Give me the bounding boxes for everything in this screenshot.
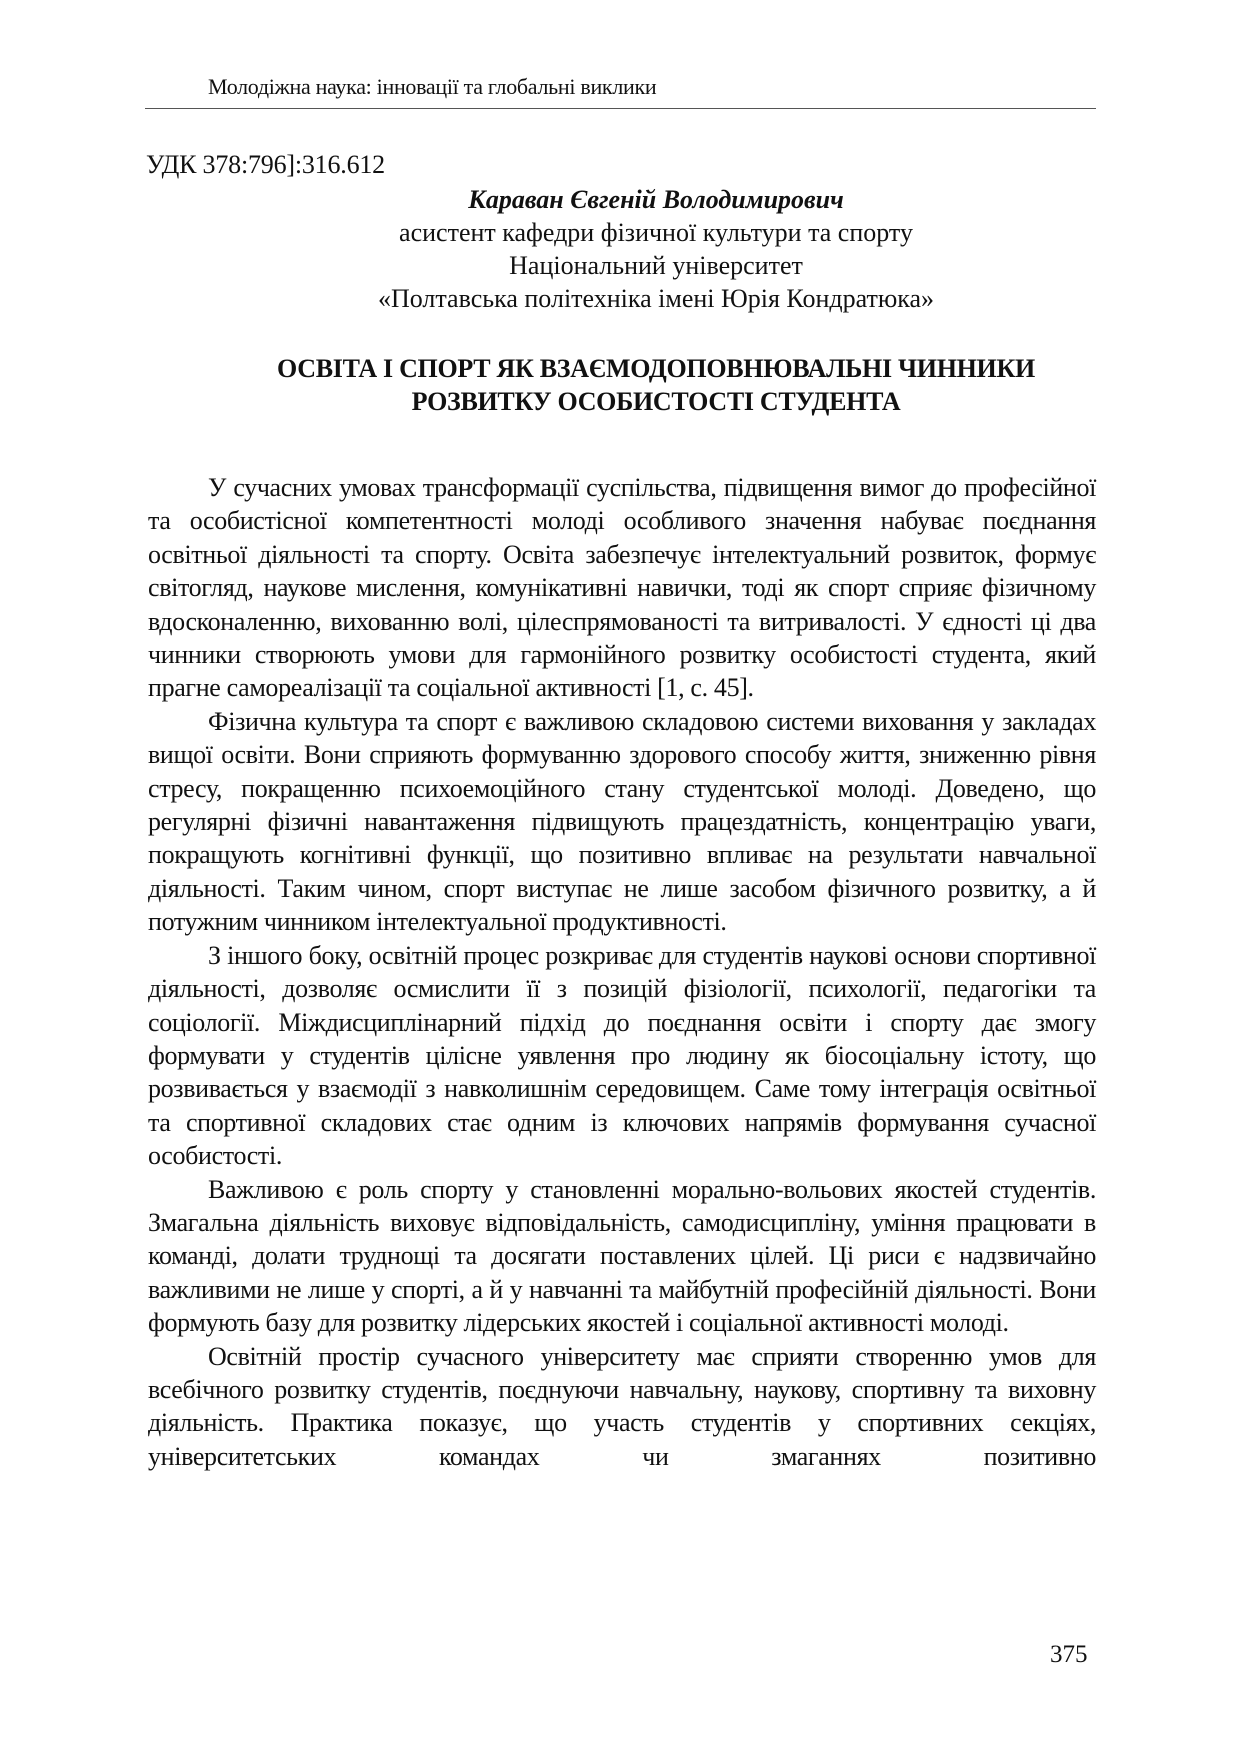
page-number: 375 [1050, 1641, 1088, 1668]
udc-code: УДК 378:796]:316.612 [146, 150, 385, 179]
paragraph: У сучасних умовах трансформації суспільства, підвищення вимог до професійної та особистісної компетентності молоді особливого значення набуває поєднання освітньої діяльності та спорту. Освіта забезпечує інтелектуальний розвиток, формує світогляд, наукове мислення, комунікативні навички, тоді як спорт сприяє фізичному вдосконаленню, вихованню волі, цілеспрямованості та витривалості. У єдності ці два чинники створюють умови для гармонійного розвитку особистості студента, який прагне самореалізації та соціальної активності [1, с. 45]. [148, 473, 1096, 703]
author-name: Караван Євгеній Володимирович [468, 185, 844, 214]
article-body [148, 471, 1096, 1473]
paragraph: Важливою є роль спорту у становленні морально-вольових якостей студентів. Змагальна діяльність виховує відповідальність, самодисципліну, уміння працювати в команді, долати труднощі та досягати поставлених цілей. Ці риси є надзвичайно важливими не лише у спорті, а й у навчанні та майбутній професійній діяльності. Вони формують базу для розвитку лідерських якостей і соціальної активності молоді. [148, 1174, 1096, 1338]
paragraph: З іншого боку, освітній процес розкриває для студентів наукові основи спортивної діяльності, дозволяє осмислити її з позицій фізіології, психології, педагогіки та соціології. Міждисциплінарний підхід до поєднання освіти і спорту дає змогу формувати у студентів цілісне уявлення про людину як біосоціальну істоту, що розвивається у взаємодії з навколишнім середовищем. Саме тому інтеграція освітньої та спортивної складових стає одним із ключових напрямів формування сучасної особистості. [148, 940, 1096, 1171]
paragraph: Фізична культура та спорт є важливою складовою системи виховання у закладах вищої освіти. Вони сприяють формуванню здорового способу життя, зниженню рівня стресу, покращенню психоемоційного стану студентської молоді. Доведено, що регулярні фізичні навантаження підвищують працездатність, концентрацію уваги, покращують когнітивні функції, що позитивно впливає на результати навчальної діяльності. Таким чином, спорт виступає не лише засобом фізичного розвитку, а й потужним чинником інтелектуальної продуктивності. [148, 706, 1096, 937]
author-position: асистент кафедри фізичної культури та спорту [399, 218, 913, 247]
author-block [146, 183, 1096, 315]
title-line-1: ОСВІТА І СПОРТ ЯК ВЗАЄМОДОПОВНЮВАЛЬНІ ЧИННИКИ [277, 354, 1035, 383]
article-title [146, 352, 1096, 418]
title-line-2: РОЗВИТКУ ОСОБИСТОСТІ СТУДЕНТА [411, 387, 901, 416]
author-affiliation-line1: Національний університет [509, 251, 803, 280]
header-rule [145, 108, 1096, 109]
author-affiliation-line2: «Полтавська політехніка імені Юрія Кондратюка» [377, 284, 935, 313]
running-header: Молодіжна наука: інновації та глобальні виклики [208, 74, 657, 99]
paragraph: Освітній простір сучасного університету має сприяти створенню умов для всебічного розвитку студентів, поєднуючи навчальну, наукову, спортивну та виховну діяльність. Практика показує, що участь студентів у спортивних секціях, університетських командах чи змаганнях позитивно [148, 1341, 1096, 1471]
